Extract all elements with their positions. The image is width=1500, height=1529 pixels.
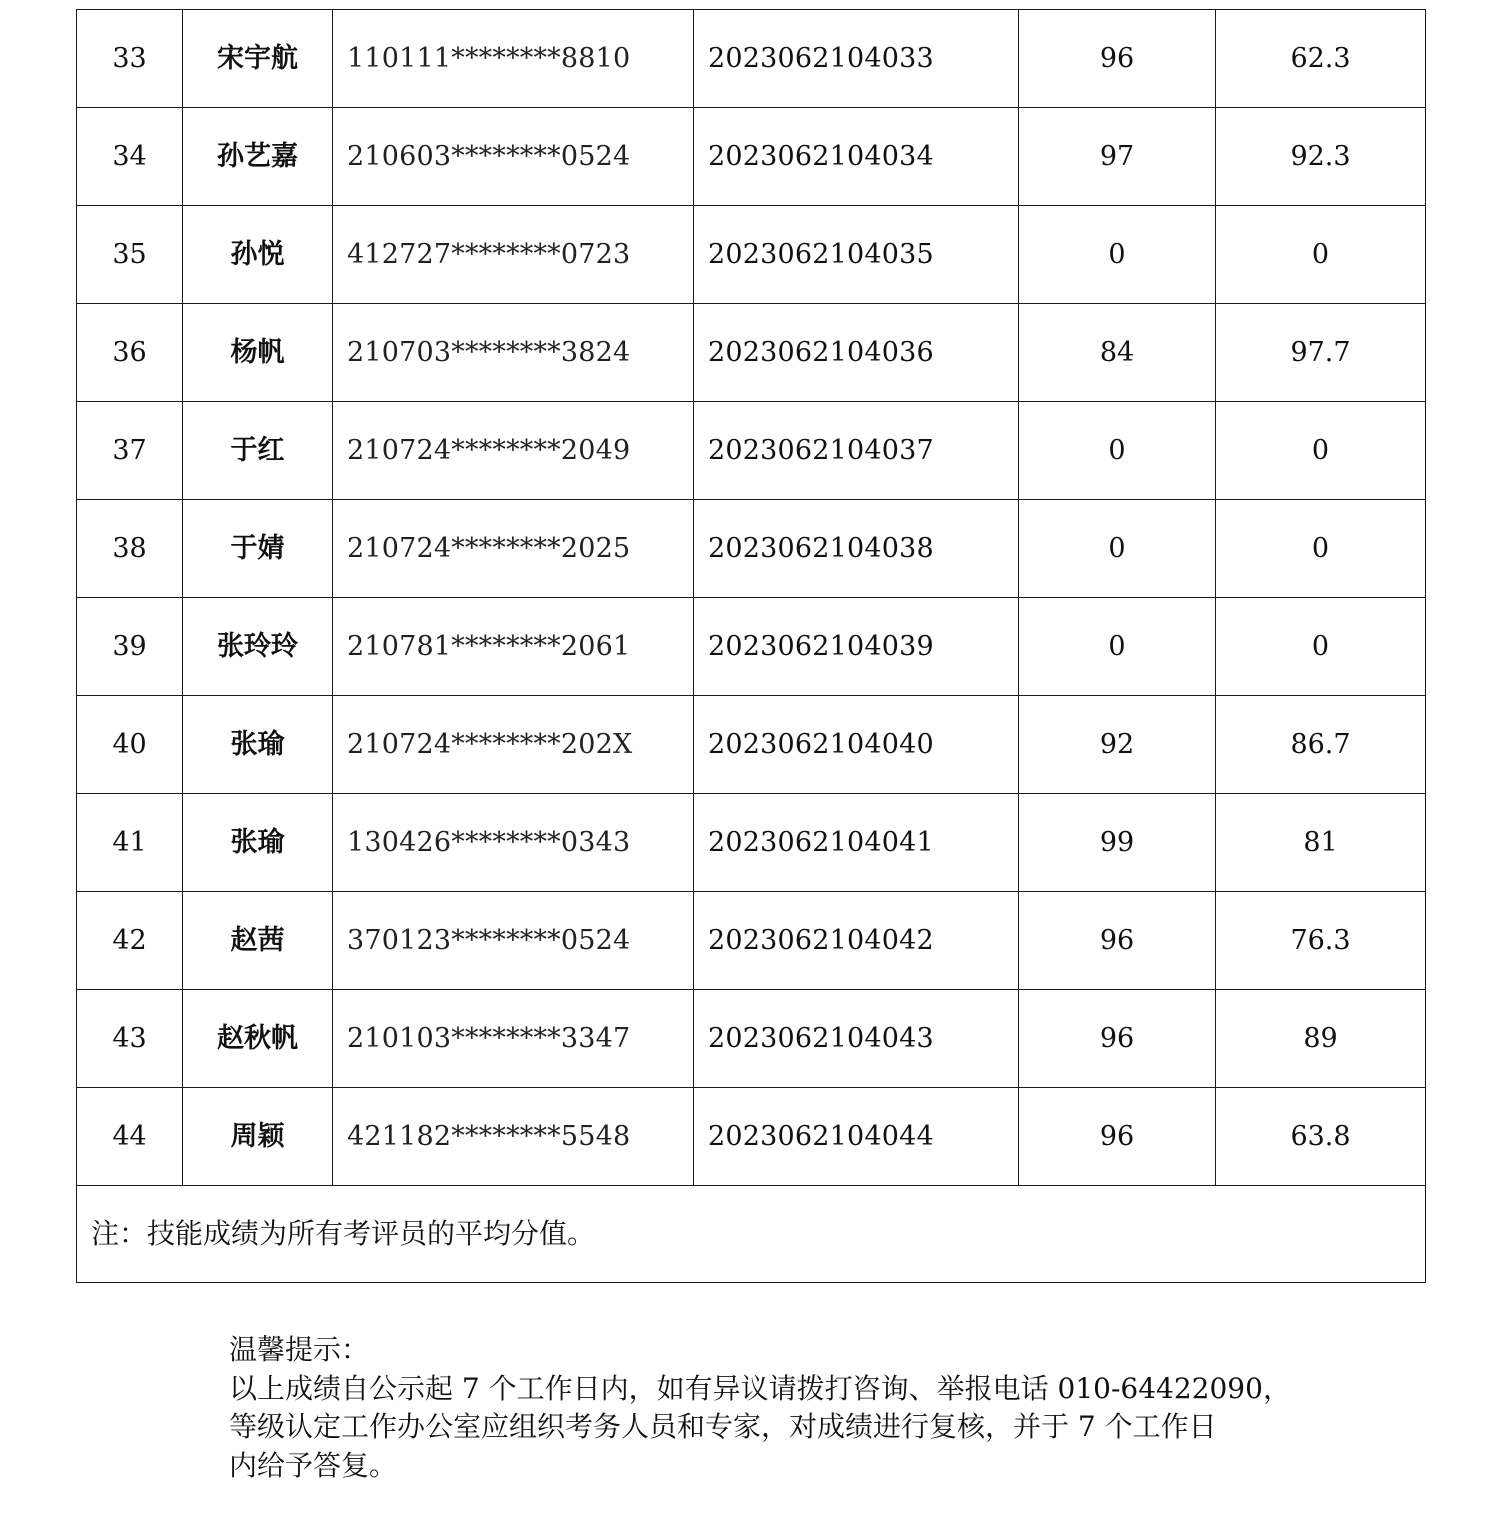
cell-no: 41 bbox=[77, 794, 183, 892]
table-row bbox=[77, 1088, 1426, 1186]
table-row bbox=[77, 304, 1426, 402]
cell-ticket-number: 2023062104044 bbox=[694, 1088, 1019, 1186]
cell-name: 周颖 bbox=[183, 1088, 333, 1186]
cell-name: 孙悦 bbox=[183, 206, 333, 304]
cell-theory-score: 99 bbox=[1019, 794, 1216, 892]
cell-ticket-number: 2023062104037 bbox=[694, 402, 1019, 500]
cell-skill-score: 0 bbox=[1216, 402, 1426, 500]
cell-ticket-number: 2023062104043 bbox=[694, 990, 1019, 1088]
cell-ticket-number: 2023062104039 bbox=[694, 598, 1019, 696]
table-row bbox=[77, 696, 1426, 794]
cell-theory-score: 0 bbox=[1019, 206, 1216, 304]
tips-block bbox=[229, 1331, 1289, 1485]
cell-skill-score: 0 bbox=[1216, 500, 1426, 598]
table-row bbox=[77, 500, 1426, 598]
cell-theory-score: 0 bbox=[1019, 500, 1216, 598]
cell-theory-score: 97 bbox=[1019, 108, 1216, 206]
cell-skill-score: 0 bbox=[1216, 598, 1426, 696]
table-row bbox=[77, 108, 1426, 206]
table-row bbox=[77, 10, 1426, 108]
cell-skill-score: 92.3 bbox=[1216, 108, 1426, 206]
cell-skill-score: 76.3 bbox=[1216, 892, 1426, 990]
cell-id-number: 210703********3824 bbox=[333, 304, 694, 402]
cell-id-number: 210724********202X bbox=[333, 696, 694, 794]
cell-name: 于婧 bbox=[183, 500, 333, 598]
cell-id-number: 210103********3347 bbox=[333, 990, 694, 1088]
cell-skill-score: 63.8 bbox=[1216, 1088, 1426, 1186]
cell-no: 34 bbox=[77, 108, 183, 206]
cell-id-number: 210724********2049 bbox=[333, 402, 694, 500]
cell-ticket-number: 2023062104040 bbox=[694, 696, 1019, 794]
table-row bbox=[77, 794, 1426, 892]
score-table bbox=[76, 9, 1426, 1283]
tips-title: 温馨提示： bbox=[229, 1333, 370, 1366]
tips-line: 内给予答复。 bbox=[229, 1448, 398, 1482]
cell-id-number: 370123********0524 bbox=[333, 892, 694, 990]
cell-theory-score: 84 bbox=[1019, 304, 1216, 402]
cell-skill-score: 97.7 bbox=[1216, 304, 1426, 402]
cell-id-number: 110111********8810 bbox=[333, 10, 694, 108]
cell-ticket-number: 2023062104033 bbox=[694, 10, 1019, 108]
cell-no: 42 bbox=[77, 892, 183, 990]
cell-no: 39 bbox=[77, 598, 183, 696]
cell-id-number: 210781********2061 bbox=[333, 598, 694, 696]
cell-id-number: 421182********5548 bbox=[333, 1088, 694, 1186]
cell-no: 38 bbox=[77, 500, 183, 598]
cell-id-number: 130426********0343 bbox=[333, 794, 694, 892]
cell-ticket-number: 2023062104042 bbox=[694, 892, 1019, 990]
cell-skill-score: 0 bbox=[1216, 206, 1426, 304]
cell-skill-score: 86.7 bbox=[1216, 696, 1426, 794]
cell-ticket-number: 2023062104035 bbox=[694, 206, 1019, 304]
cell-id-number: 210724********2025 bbox=[333, 500, 694, 598]
cell-name: 张瑜 bbox=[183, 696, 333, 794]
cell-name: 孙艺嘉 bbox=[183, 108, 333, 206]
cell-name: 赵茜 bbox=[183, 892, 333, 990]
table-row bbox=[77, 598, 1426, 696]
cell-ticket-number: 2023062104036 bbox=[694, 304, 1019, 402]
cell-no: 44 bbox=[77, 1088, 183, 1186]
cell-skill-score: 62.3 bbox=[1216, 10, 1426, 108]
cell-name: 宋宇航 bbox=[183, 10, 333, 108]
cell-no: 36 bbox=[77, 304, 183, 402]
cell-no: 40 bbox=[77, 696, 183, 794]
cell-theory-score: 0 bbox=[1019, 598, 1216, 696]
table-row bbox=[77, 892, 1426, 990]
cell-theory-score: 96 bbox=[1019, 1088, 1216, 1186]
cell-no: 43 bbox=[77, 990, 183, 1088]
cell-skill-score: 89 bbox=[1216, 990, 1426, 1088]
cell-name: 张玲玲 bbox=[183, 598, 333, 696]
cell-theory-score: 96 bbox=[1019, 990, 1216, 1088]
table-row bbox=[77, 206, 1426, 304]
cell-no: 35 bbox=[77, 206, 183, 304]
cell-id-number: 412727********0723 bbox=[333, 206, 694, 304]
table-row bbox=[77, 402, 1426, 500]
cell-theory-score: 0 bbox=[1019, 402, 1216, 500]
cell-name: 于红 bbox=[183, 402, 333, 500]
tips-line: 等级认定工作办公室应组织考务人员和专家，对成绩进行复核，并于 7 个工作日 bbox=[229, 1410, 1217, 1443]
table-note: 注：技能成绩为所有考评员的平均分值。 bbox=[77, 1186, 1426, 1283]
cell-theory-score: 96 bbox=[1019, 10, 1216, 108]
cell-theory-score: 96 bbox=[1019, 892, 1216, 990]
cell-id-number: 210603********0524 bbox=[333, 108, 694, 206]
score-table-body bbox=[77, 10, 1426, 1283]
cell-ticket-number: 2023062104041 bbox=[694, 794, 1019, 892]
cell-skill-score: 81 bbox=[1216, 794, 1426, 892]
cell-ticket-number: 2023062104038 bbox=[694, 500, 1019, 598]
note-row bbox=[77, 1186, 1426, 1283]
tips-line: 以上成绩自公示起 7 个工作日内，如有异议请拨打咨询、举报电话 010-64422090， bbox=[229, 1371, 1291, 1405]
cell-name: 赵秋帆 bbox=[183, 990, 333, 1088]
table-row bbox=[77, 990, 1426, 1088]
cell-theory-score: 92 bbox=[1019, 696, 1216, 794]
cell-no: 37 bbox=[77, 402, 183, 500]
cell-name: 杨帆 bbox=[183, 304, 333, 402]
cell-ticket-number: 2023062104034 bbox=[694, 108, 1019, 206]
cell-name: 张瑜 bbox=[183, 794, 333, 892]
cell-no: 33 bbox=[77, 10, 183, 108]
